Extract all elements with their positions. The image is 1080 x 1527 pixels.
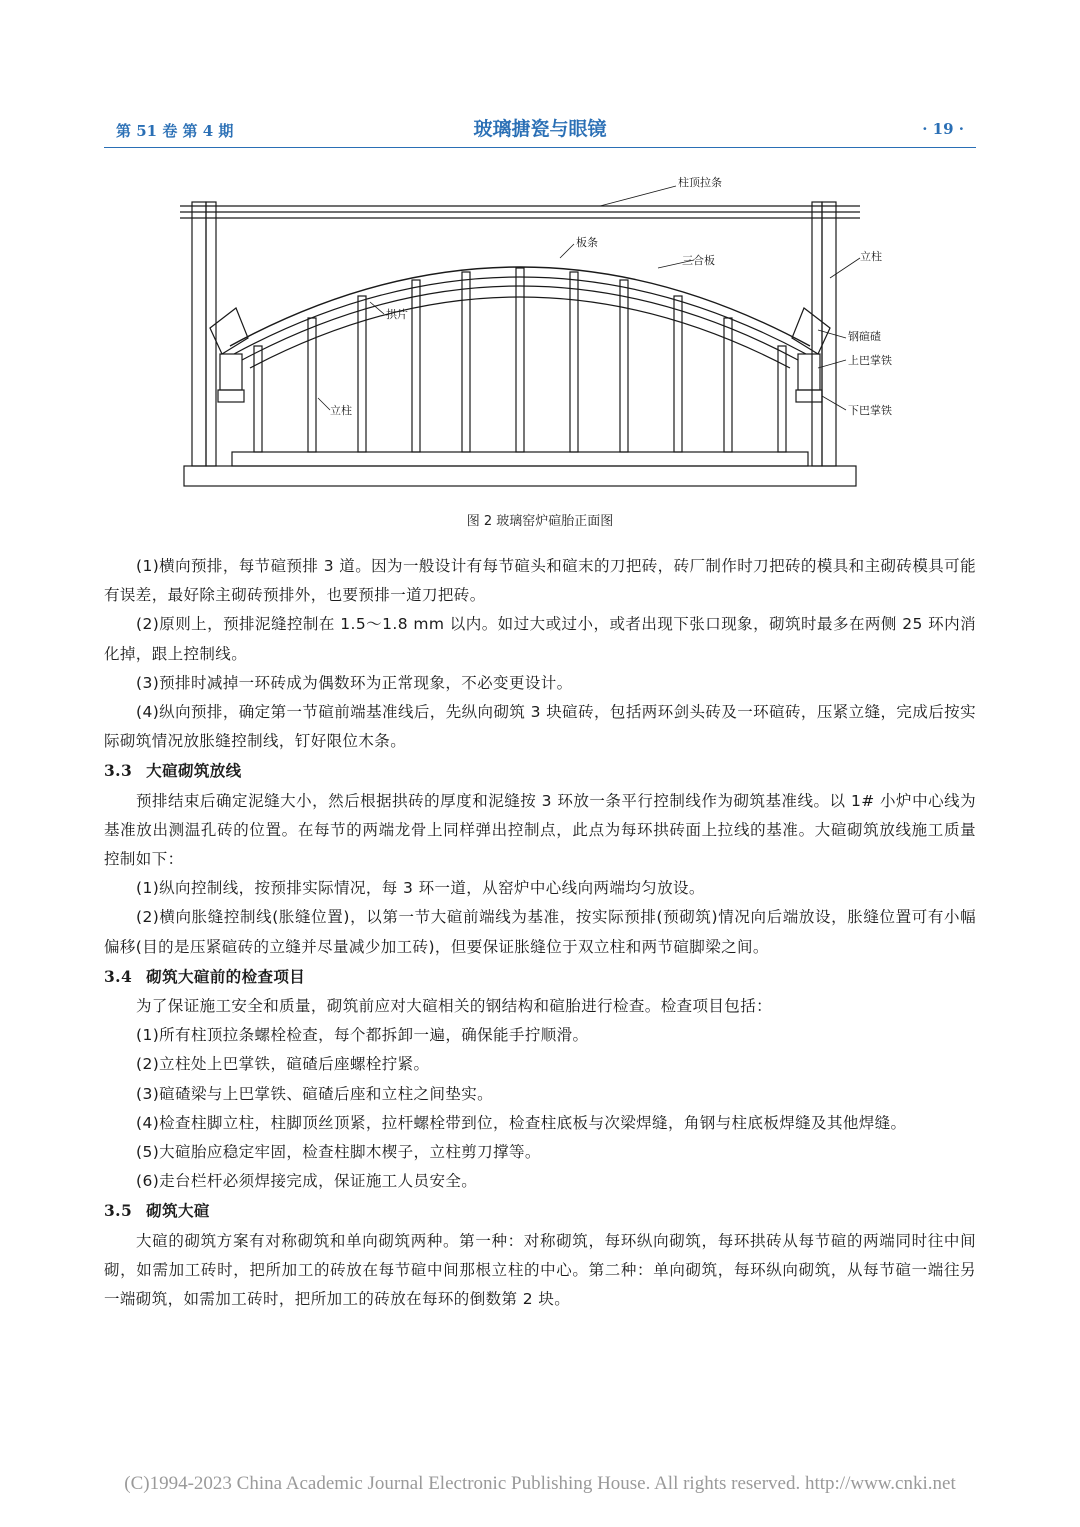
paragraph: (1)纵向控制线，按预排实际情况，每 3 环一道，从窑炉中心线向两端均匀放设。 xyxy=(136,879,705,898)
label-lower-plate: 下巴掌铁 xyxy=(848,404,892,417)
label-column-right: 立柱 xyxy=(860,250,882,263)
label-top-tie: 柱顶拉条 xyxy=(678,176,722,189)
arch-piece-arc xyxy=(250,297,790,368)
paragraph: (2)立柱处上巴掌铁，碹碴后座螺栓拧紧。 xyxy=(136,1055,430,1074)
journal-title: 玻璃搪瓷与眼镜 xyxy=(473,118,607,140)
article-body xyxy=(104,552,976,1314)
label-arch-piece: 拱片 xyxy=(386,308,408,321)
left-upper-plate xyxy=(220,354,242,390)
label-steel-skewback: 钢碹碴 xyxy=(848,330,881,343)
left-outer-column xyxy=(192,202,206,466)
right-lower-plate xyxy=(796,390,822,402)
paragraph: (1)横向预排，每节碹预排 3 道。因为一般设计有每节碹头和碹末的刀把砖，砖厂制作时刀把砖的模具和主砌砖模具可能有误差，最好除主砌砖预排外，也要预排一道刀把砖。 xyxy=(104,557,976,605)
paragraph: (1)所有柱顶拉条螺栓检查，每个都拆卸一遍，确保能手拧顺滑。 xyxy=(136,1026,589,1045)
paragraph: (4)纵向预排，确定第一节碹前端基准线后，先纵向砌筑 3 块碹砖，包括两环剑头砖及一环碹砖，压紧立缝，完成后按实际砌筑情况放胀缝控制线，钉好限位木条。 xyxy=(104,703,976,751)
section-number: 3.5 xyxy=(104,1201,133,1221)
centering-drawing xyxy=(170,168,910,498)
section-title: 砌筑大碹 xyxy=(146,1202,210,1221)
sill-beam xyxy=(232,452,808,466)
right-upper-plate xyxy=(798,354,820,390)
kiln-arch-centering-figure xyxy=(170,168,910,498)
copyright-footer: (C)1994-2023 China Academic Journal Electronic Publishing House. All rights reserved. http://www.cnki.net xyxy=(124,1473,956,1494)
section-title: 砌筑大碹前的检查项目 xyxy=(146,967,306,986)
volume-issue: 第 51 卷 第 4 期 xyxy=(116,122,234,140)
inner-column xyxy=(358,296,366,452)
paragraph: (5)大碹胎应稳定牢固，检查柱脚木楔子，立柱剪刀撑等。 xyxy=(136,1143,541,1162)
label-upper-plate: 上巴掌铁 xyxy=(848,354,892,367)
right-skewback xyxy=(792,308,830,354)
section-title: 大碹砌筑放线 xyxy=(146,762,242,781)
paragraph: 为了保证施工安全和质量，砌筑前应对大碹相关的钢结构和碹胎进行检查。检查项目包括： xyxy=(136,997,773,1016)
label-board-strip: 板条 xyxy=(576,236,598,249)
board-strip-arc xyxy=(230,267,810,346)
right-outer-column xyxy=(822,202,836,466)
paragraph: (2)原则上，预排泥缝控制在 1.5～1.8 mm 以内。如过大或过小，或者出现下张口现象，砌筑时最多在两侧 25 环内消化掉，跟上控制线。 xyxy=(104,615,976,663)
paragraph: (2)横向胀缝控制线(胀缝位置)，以第一节大碹前端线为基准，按实际预排(预砌筑)情况向后端放设，胀缝位置可有小幅偏移(目的是压紧碹砖的立缝并尽量减少加工砖)，但要保证胀缝位于双立柱和两节碹脚梁之间。 xyxy=(104,908,976,956)
base-beam xyxy=(184,466,856,486)
section-heading xyxy=(104,756,976,786)
paragraph: 预排结束后确定泥缝大小，然后根据拱砖的厚度和泥缝按 3 环放一条平行控制线作为砌筑基准线。以 1# 小炉中心线为基准放出测温孔砖的位置。在每节的两端龙骨上同样弹出控制点，此点为每环拱砖面上拉线的基准。大碹砌筑放线施工质量控制如下： xyxy=(104,791,976,869)
running-header xyxy=(104,118,976,148)
header-rule xyxy=(104,147,976,148)
section-number: 3.4 xyxy=(104,966,133,986)
section-heading xyxy=(104,962,976,992)
label-column-left: 立柱 xyxy=(330,404,352,417)
section-heading xyxy=(104,1196,976,1226)
paragraph: (4)检查柱脚立柱，柱脚顶丝顶紧，拉杆螺栓带到位，检查柱底板与次梁焊缝，角钢与柱底板焊缝及其他焊缝。 xyxy=(136,1113,907,1132)
figure-caption: 图 2 玻璃窑炉碹胎正面图 xyxy=(466,514,614,529)
paragraph: (6)走台栏杆必须焊接完成，保证施工人员安全。 xyxy=(136,1172,478,1191)
page-number: · 19 · xyxy=(922,120,964,138)
section-number: 3.3 xyxy=(104,761,133,781)
paragraph: (3)碹碴梁与上巴掌铁、碹碴后座和立柱之间垫实。 xyxy=(136,1084,494,1103)
label-plywood: 三合板 xyxy=(682,254,715,267)
paragraph: (3)预排时减掉一环砖成为偶数环为正常现象，不必变更设计。 xyxy=(136,673,573,692)
left-lower-plate xyxy=(218,390,244,402)
paragraph: 大碹的砌筑方案有对称砌筑和单向砌筑两种。第一种：对称砌筑，每环纵向砌筑，每环拱砖从每节碹的两端同时往中间砌，如需加工砖时，把所加工的砖放在每节碹中间那根立柱的中心。第二种：单向砌筑，每环纵向砌筑，从每节碹一端往另一端砌筑，如需加工砖时，把所加工的砖放在每环的倒数第 2 块。 xyxy=(104,1231,976,1309)
